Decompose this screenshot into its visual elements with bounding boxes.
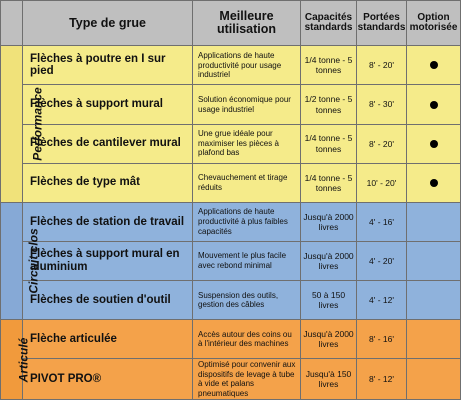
header-type: Type de grue	[23, 1, 193, 46]
table-row	[1, 163, 461, 202]
header-range: Portées standards	[357, 1, 407, 46]
table-row	[1, 359, 461, 400]
motorized-option-cell	[407, 359, 461, 400]
table-row	[1, 241, 461, 280]
motorized-option-cell	[407, 320, 461, 359]
capacity-value: 1/2 tonne - 5 tonnes	[301, 85, 357, 124]
motorized-option-cell	[407, 281, 461, 320]
motorized-option-cell	[407, 241, 461, 280]
header-motor: Option motorisée	[407, 1, 461, 46]
range-value: 8' - 30'	[357, 85, 407, 124]
group-label: Circuit clos	[26, 228, 41, 294]
best-use-text: Accès autour des coins ou à l'intérieur des machines	[193, 320, 301, 359]
range-value: 8' - 20'	[357, 124, 407, 163]
best-use-text: Optimisé pour convenir aux dispositifs de levage à tube à vide et palans pneumatiques	[193, 359, 301, 400]
table-row	[1, 46, 461, 85]
capacity-value: Jusqu'à 2000 livres	[301, 320, 357, 359]
table-row	[1, 320, 461, 359]
range-value: 8' - 20'	[357, 46, 407, 85]
table-row	[1, 124, 461, 163]
motorized-option-cell	[407, 85, 461, 124]
crane-type-name: Flèches à poutre en I sur pied	[23, 46, 193, 85]
capacity-value: Jusqu'à 2000 livres	[301, 202, 357, 241]
range-value: 4' - 16'	[357, 202, 407, 241]
capacity-value: Jusqu'à 150 livres	[301, 359, 357, 400]
motorized-dot-icon	[430, 179, 438, 187]
motorized-dot-icon	[430, 140, 438, 148]
header-capacity: Capacités standards	[301, 1, 357, 46]
group-label-cell	[1, 202, 41, 319]
crane-type-name: Flèche articulée	[23, 320, 193, 359]
capacity-value: 1/4 tonne - 5 tonnes	[301, 163, 357, 202]
crane-type-name: Flèches de type mât	[23, 163, 193, 202]
best-use-text: Applications de haute productivité à plus faibles capacités	[193, 202, 301, 241]
header-row	[1, 1, 461, 46]
capacity-value: 1/4 tonne - 5 tonnes	[301, 46, 357, 85]
range-value: 8' - 12'	[357, 359, 407, 400]
table-row	[1, 85, 461, 124]
crane-type-name: PIVOT PRO®	[23, 359, 193, 400]
range-value: 4' - 20'	[357, 241, 407, 280]
motorized-dot-icon	[430, 61, 438, 69]
table-row	[1, 281, 461, 320]
group-label: Articulé	[16, 337, 31, 382]
group-label: Performance	[30, 87, 45, 161]
crane-type-name: Flèches de cantilever mural	[23, 124, 193, 163]
best-use-text: Chevauchement et tirage réduits	[193, 163, 301, 202]
crane-type-name: Flèches de station de travail	[23, 202, 193, 241]
best-use-text: Une grue idéale pour maximiser les pièces à plafond bas	[193, 124, 301, 163]
group-label-cell	[1, 46, 45, 203]
range-value: 10' - 20'	[357, 163, 407, 202]
table-row	[1, 202, 461, 241]
range-value: 4' - 12'	[357, 281, 407, 320]
crane-type-name: Flèches à support mural en aluminium	[23, 241, 193, 280]
range-value: 8' - 16'	[357, 320, 407, 359]
best-use-text: Suspension des outils, gestion des câbles	[193, 281, 301, 320]
best-use-text: Solution économique pour usage industriel	[193, 85, 301, 124]
header-empty	[1, 1, 23, 46]
group-label-cell	[1, 320, 31, 400]
best-use-text: Mouvement le plus facile avec rebond minimal	[193, 241, 301, 280]
header-use: Meilleure utilisation	[193, 1, 301, 46]
motorized-option-cell	[407, 163, 461, 202]
motorized-option-cell	[407, 202, 461, 241]
capacity-value: 1/4 tonne - 5 tonnes	[301, 124, 357, 163]
motorized-option-cell	[407, 46, 461, 85]
capacity-value: 50 à 150 livres	[301, 281, 357, 320]
motorized-option-cell	[407, 124, 461, 163]
motorized-dot-icon	[430, 101, 438, 109]
crane-type-name: Flèches à support mural	[23, 85, 193, 124]
capacity-value: Jusqu'à 2000 livres	[301, 241, 357, 280]
crane-type-name: Flèches de soutien d'outil	[23, 281, 193, 320]
best-use-text: Applications de haute productivité pour usage industriel	[193, 46, 301, 85]
